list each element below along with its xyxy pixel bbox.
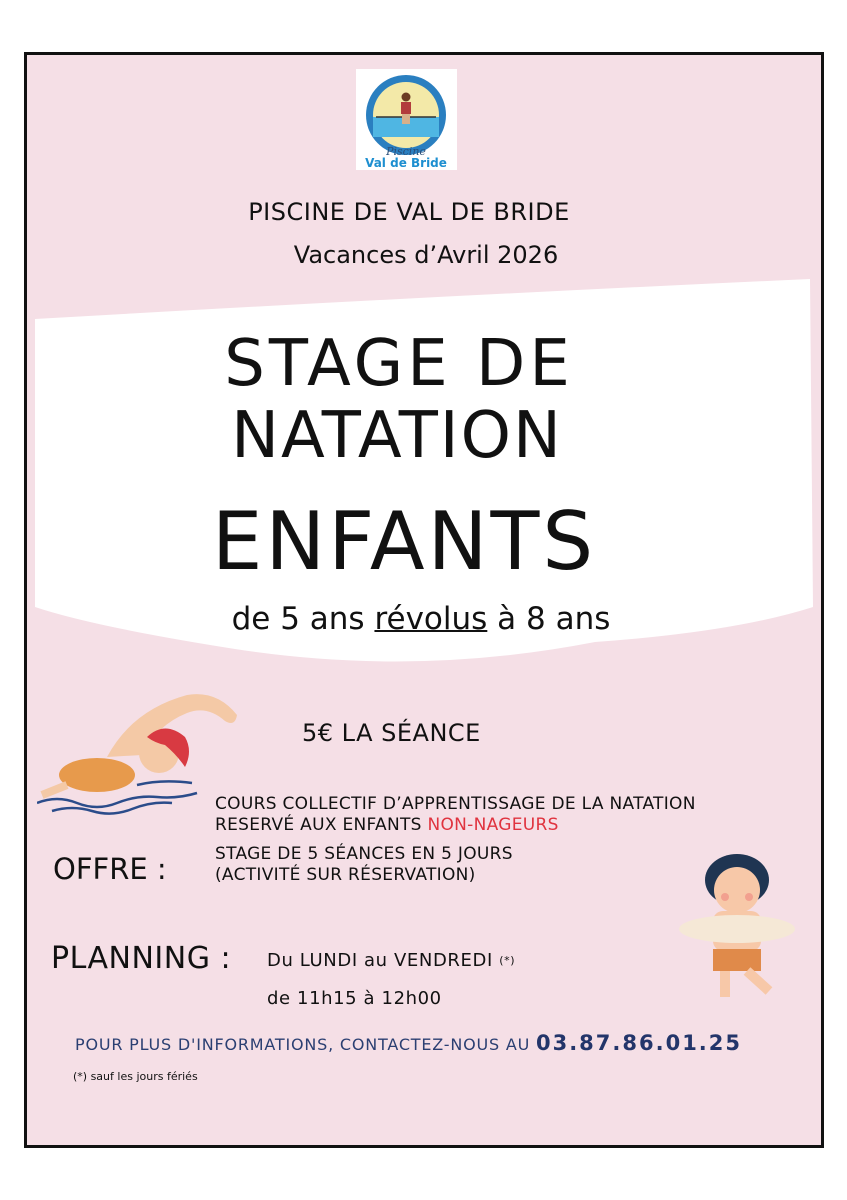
price: 5€ LA SÉANCE (302, 719, 481, 747)
offre-details (215, 794, 696, 886)
age-range (24, 601, 818, 637)
planning-days (267, 942, 515, 980)
title-line-1: STAGE DE (224, 327, 574, 401)
footnote: (*) sauf les jours fériés (73, 1070, 198, 1083)
contact-text: POUR PLUS D'INFORMATIONS, CONTACTEZ-NOUS AU (75, 1035, 536, 1054)
age-underlined: révolus (374, 601, 488, 637)
header-subtitle: Vacances d’Avril 2026 (293, 241, 559, 269)
logo-text-top: Piscine (386, 145, 426, 158)
child-float-illustration (677, 845, 797, 1015)
offre-line-3: STAGE DE 5 SÉANCES EN 5 JOURS (215, 844, 513, 864)
offre-line-2-start: RESERVÉ AUX ENFANTS (215, 815, 428, 835)
pool-logo (356, 69, 457, 170)
offre-line-1: COURS COLLECTIF D’APPRENTISSAGE DE LA NATATION (215, 794, 696, 814)
title-line-3: ENFANTS (211, 495, 597, 588)
planning-label: PLANNING : (51, 941, 232, 976)
non-nageurs-highlight: NON-NAGEURS (427, 815, 559, 835)
offre-line-4: (ACTIVITÉ SUR RÉSERVATION) (215, 865, 476, 885)
planning-details (267, 942, 515, 1018)
planning-days-text: Du LUNDI au VENDREDI (267, 950, 493, 971)
age-before: de 5 ans (231, 601, 375, 637)
phone-number: 03.87.86.01.25 (535, 1031, 743, 1055)
logo-text-bottom: Val de Bride (365, 156, 447, 170)
offre-label: OFFRE : (53, 852, 167, 886)
flyer (24, 52, 824, 1148)
header-title: PISCINE DE VAL DE BRIDE (248, 198, 570, 226)
title-line-2: NATATION (231, 399, 563, 473)
planning-hours: de 11h15 à 12h00 (267, 988, 442, 1009)
planning-days-mark: (*) (499, 954, 516, 967)
offre-line-2 (215, 815, 696, 836)
contact-line (75, 1031, 742, 1055)
age-after: à 8 ans (487, 601, 611, 637)
